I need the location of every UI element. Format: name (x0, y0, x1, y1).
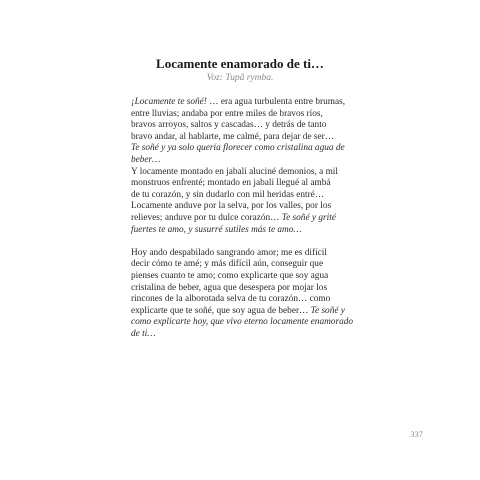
italic-text: Te soñé y grité (281, 212, 336, 223)
page-number: 337 (410, 429, 423, 439)
text: cristalina de beber, agua que desespera por mojar los (131, 282, 328, 293)
text: rincones de la alborotada selva de tu corazón… como (131, 294, 331, 305)
poem-line (131, 201, 363, 213)
text: explicarte que te soñé, que soy agua de beber… (131, 305, 311, 316)
text: Locamente anduve por la selva, por los valles, por los (131, 201, 332, 212)
text: monstruos enfrenté; montado en jabalí llegué al ambá (131, 178, 331, 189)
poem-line (131, 143, 363, 155)
poem-line (131, 271, 363, 283)
text: bravos arroyos, saltos y cascadas… y detrás de tanto (131, 120, 327, 131)
poem-line (131, 225, 363, 237)
poem-line (131, 97, 363, 109)
italic-text: fuertes te amo, y susurré sutiles más te amo… (131, 224, 302, 235)
text: pienses cuanto te amo; como explicarte que soy agua (131, 270, 329, 281)
paragraph-1 (131, 97, 363, 236)
text: bravo andar, al hablarte, me calmé, para dejar de ser… (131, 131, 335, 142)
paragraph-2 (131, 248, 363, 341)
poem-line (131, 329, 363, 341)
italic-text: Te soñé y (310, 305, 345, 316)
poem-line (131, 213, 363, 225)
text: Hoy ando despabilado sangrando amor; me es difícil (131, 247, 327, 258)
poem-line (131, 248, 363, 260)
italic-text: de ti… (131, 328, 156, 339)
italic-text: como explicarte hoy, que vivo eterno locamente enamorado (131, 317, 354, 328)
text: relieves; anduve por tu dulce corazón… (131, 212, 282, 223)
italic-text: beber… (131, 154, 161, 165)
poem-line (131, 259, 363, 271)
poem-line (131, 190, 363, 202)
poem-line (131, 317, 363, 329)
poem-title: Locamente enamorado de ti… (156, 56, 324, 71)
italic-text: ¡Locamente te soñé! (131, 97, 210, 107)
text: decir cómo te amé; y más difícil aún, conseguir que (131, 259, 324, 270)
text: de tu corazón, y sin dudarlo con mil heridas entré… (131, 189, 325, 200)
poem-line (131, 109, 363, 121)
italic-text: Te soñé y ya solo quería florecer como cristalina agua de (131, 143, 345, 154)
poem-body (131, 97, 363, 340)
poem-line (131, 178, 363, 190)
poem-subtitle: Voz: Tupã rymba. (206, 73, 274, 83)
poem-line (131, 167, 363, 179)
poem-line (131, 294, 363, 306)
poem-line (131, 132, 363, 144)
text: entre lluvias; andaba por entre miles de bravos ríos, (131, 108, 323, 119)
poem-line (131, 283, 363, 295)
text: … era agua turbulenta entre brumas, (209, 97, 346, 107)
poem-line (131, 155, 363, 167)
poem-line (131, 306, 363, 318)
poem-line (131, 120, 363, 132)
paragraph-gap (131, 236, 363, 248)
text: Y locamente montado en jabalí aluciné demonios, a mil (131, 166, 338, 177)
